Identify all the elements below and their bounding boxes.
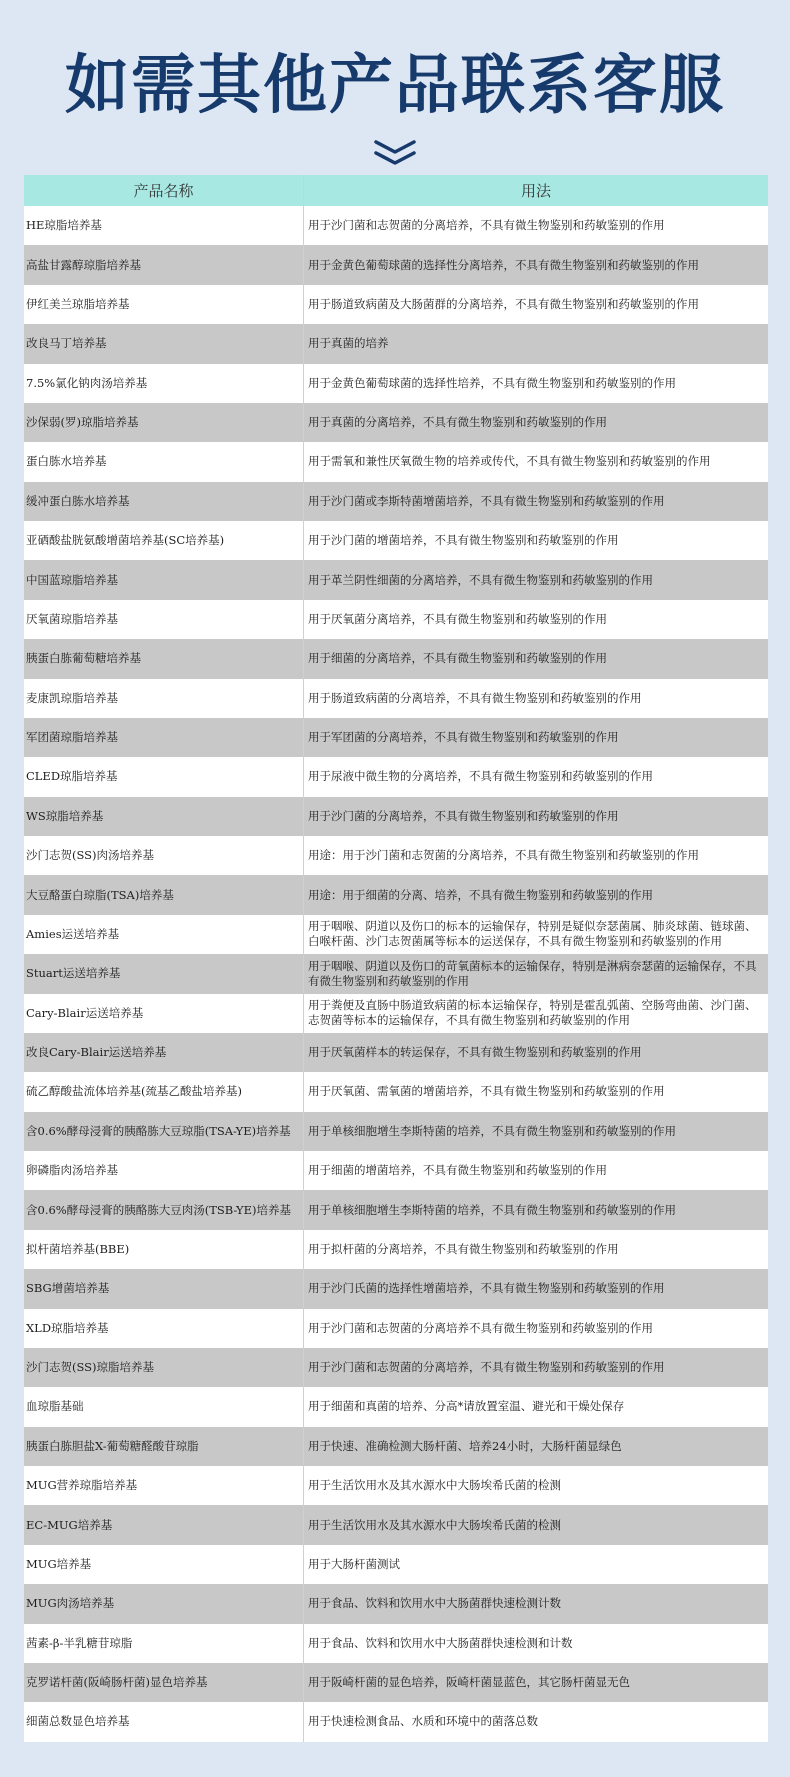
product-name-cell: 中国蓝琼脂培养基 bbox=[24, 560, 304, 599]
product-name-cell: HE琼脂培养基 bbox=[24, 206, 304, 245]
table-row bbox=[24, 679, 768, 718]
table-row bbox=[24, 1427, 768, 1466]
table-row bbox=[24, 1545, 768, 1584]
table-row bbox=[24, 1505, 768, 1544]
product-name-cell: 沙保弱(罗)琼脂培养基 bbox=[24, 403, 304, 442]
usage-cell: 用于革兰阴性细菌的分离培养，不具有微生物鉴别和药敏鉴别的作用 bbox=[308, 572, 653, 587]
usage-cell: 用于真菌的分离培养，不具有微生物鉴别和药敏鉴别的作用 bbox=[308, 415, 607, 430]
table-row bbox=[24, 1348, 768, 1387]
usage-cell: 用于肠道致病菌及大肠菌群的分离培养，不具有微生物鉴别和药敏鉴别的作用 bbox=[308, 296, 699, 311]
header-usage: 用法 bbox=[520, 182, 551, 200]
table-row bbox=[24, 1033, 768, 1072]
usage-cell: 用于沙门菌和志贺菌的分离培养，不具有微生物鉴别和药敏鉴别的作用 bbox=[308, 218, 665, 233]
table-row bbox=[24, 1624, 768, 1663]
usage-cell: 用于金黄色葡萄球菌的选择性培养，不具有微生物鉴别和药敏鉴别的作用 bbox=[308, 375, 676, 390]
product-name-cell: 沙门志贺(SS)肉汤培养基 bbox=[24, 836, 304, 875]
usage-cell: 用于生活饮用水及其水源水中大肠埃希氏菌的检测 bbox=[308, 1517, 561, 1532]
table-row bbox=[24, 206, 768, 245]
product-name-cell: EC-MUG培养基 bbox=[24, 1505, 304, 1544]
table-row bbox=[24, 757, 768, 796]
product-name-cell: 硫乙醇酸盐流体培养基(巯基乙酸盐培养基) bbox=[24, 1072, 304, 1111]
usage-cell: 用于单核细胞增生李斯特菌的培养，不具有微生物鉴别和药敏鉴别的作用 bbox=[308, 1202, 676, 1217]
product-name-cell: 厌氧菌琼脂培养基 bbox=[24, 600, 304, 639]
product-name-cell: Stuart运送培养基 bbox=[24, 954, 304, 993]
table-row bbox=[24, 1584, 768, 1623]
usage-cell: 用途：用于沙门菌和志贺菌的分离培养，不具有微生物鉴别和药敏鉴别的作用 bbox=[308, 848, 699, 863]
table-row bbox=[24, 1702, 768, 1741]
usage-cell: 用于沙门菌的分离培养，不具有微生物鉴别和药敏鉴别的作用 bbox=[308, 808, 619, 823]
usage-cell: 用于沙门菌和志贺菌的分离培养，不具有微生物鉴别和药敏鉴别的作用 bbox=[308, 1360, 665, 1375]
usage-cell: 用于细菌的分离培养，不具有微生物鉴别和药敏鉴别的作用 bbox=[308, 651, 607, 666]
table-row bbox=[24, 600, 768, 639]
usage-cell: 用于厌氧菌、需氧菌的增菌培养，不具有微生物鉴别和药敏鉴别的作用 bbox=[308, 1084, 665, 1099]
usage-cell: 用于真菌的培养 bbox=[308, 336, 389, 351]
usage-cell: 用于细菌的增菌培养，不具有微生物鉴别和药敏鉴别的作用 bbox=[308, 1163, 607, 1178]
table-row bbox=[24, 1072, 768, 1111]
product-name-cell: 胰蛋白胨葡萄糖培养基 bbox=[24, 639, 304, 678]
product-name-cell: 缓冲蛋白胨水培养基 bbox=[24, 482, 304, 521]
table-row bbox=[24, 639, 768, 678]
product-name-cell: 含0.6%酵母浸膏的胰酪胨大豆琼脂(TSA-YE)培养基 bbox=[24, 1112, 304, 1151]
page-title: 如需其他产品联系客服 bbox=[65, 49, 725, 123]
product-name-cell: 蛋白胨水培养基 bbox=[24, 442, 304, 481]
product-name-cell: 改良Cary-Blair运送培养基 bbox=[24, 1033, 304, 1072]
product-name-cell: 血琼脂基础 bbox=[24, 1387, 304, 1426]
product-name-cell: MUG营养琼脂培养基 bbox=[24, 1466, 304, 1505]
table-row bbox=[24, 797, 768, 836]
table-row bbox=[24, 285, 768, 324]
product-table bbox=[24, 175, 768, 1742]
usage-cell: 用于阪崎杆菌的显色培养，阪崎杆菌显蓝色，其它肠杆菌显无色 bbox=[308, 1675, 630, 1690]
product-name-cell: 高盐甘露醇琼脂培养基 bbox=[24, 245, 304, 284]
table-row bbox=[24, 1230, 768, 1269]
usage-cell: 用于肠道致病菌的分离培养，不具有微生物鉴别和药敏鉴别的作用 bbox=[308, 690, 642, 705]
usage-cell: 用于尿液中微生物的分离培养，不具有微生物鉴别和药敏鉴别的作用 bbox=[308, 769, 653, 784]
product-name-cell: 拟杆菌培养基(BBE) bbox=[24, 1230, 304, 1269]
table-row bbox=[24, 1112, 768, 1151]
product-name-cell: 含0.6%酵母浸膏的胰酪胨大豆肉汤(TSB-YE)培养基 bbox=[24, 1190, 304, 1229]
product-name-cell: WS琼脂培养基 bbox=[24, 797, 304, 836]
product-name-cell: 卵磷脂肉汤培养基 bbox=[24, 1151, 304, 1190]
usage-cell: 用于食品、饮料和饮用水中大肠菌群快速检测计数 bbox=[308, 1596, 561, 1611]
header-product-name: 产品名称 bbox=[24, 175, 304, 206]
usage-cell: 用于大肠杆菌测试 bbox=[308, 1556, 400, 1571]
table-row bbox=[24, 245, 768, 284]
table-row bbox=[24, 1466, 768, 1505]
table-row bbox=[24, 560, 768, 599]
table-row bbox=[24, 1309, 768, 1348]
usage-cell: 用于军团菌的分离培养，不具有微生物鉴别和药敏鉴别的作用 bbox=[308, 730, 619, 745]
table-row bbox=[24, 994, 768, 1033]
usage-cell: 用于沙门菌和志贺菌的分离培养不具有微生物鉴别和药敏鉴别的作用 bbox=[308, 1320, 653, 1335]
product-name-cell: 胰蛋白胨胆盐X-葡萄糖醛酸苷琼脂 bbox=[24, 1427, 304, 1466]
usage-cell: 用于沙门氏菌的选择性增菌培养，不具有微生物鉴别和药敏鉴别的作用 bbox=[308, 1281, 665, 1296]
product-name-cell: 改良马丁培养基 bbox=[24, 324, 304, 363]
product-name-cell: 茜素-β-半乳糖苷琼脂 bbox=[24, 1624, 304, 1663]
usage-cell: 用于咽喉、阴道以及伤口的标本的运输保存，特别是疑似奈瑟菌属、肺炎球菌、链球菌、白喉杆菌、沙门志贺菌属等标本的运送保存，不具有微生物鉴别和药敏鉴别的作用 bbox=[308, 919, 757, 949]
product-name-cell: 军团菌琼脂培养基 bbox=[24, 718, 304, 757]
usage-cell: 用于拟杆菌的分离培养，不具有微生物鉴别和药敏鉴别的作用 bbox=[308, 1241, 619, 1256]
table-row bbox=[24, 1190, 768, 1229]
usage-cell: 用于沙门菌的增菌培养，不具有微生物鉴别和药敏鉴别的作用 bbox=[308, 533, 619, 548]
table-row bbox=[24, 1151, 768, 1190]
product-name-cell: 伊红美兰琼脂培养基 bbox=[24, 285, 304, 324]
usage-cell: 用于单核细胞增生李斯特菌的培养，不具有微生物鉴别和药敏鉴别的作用 bbox=[308, 1123, 676, 1138]
usage-cell: 用于生活饮用水及其水源水中大肠埃希氏菌的检测 bbox=[308, 1478, 561, 1493]
product-name-cell: 亚硒酸盐胱氨酸增菌培养基(SC培养基) bbox=[24, 521, 304, 560]
product-name-cell: 克罗诺杆菌(阪崎肠杆菌)显色培养基 bbox=[24, 1663, 304, 1702]
usage-cell: 用于食品、饮料和饮用水中大肠菌群快速检测和计数 bbox=[308, 1635, 573, 1650]
table-row bbox=[24, 1387, 768, 1426]
table-row bbox=[24, 1663, 768, 1702]
usage-cell: 用于细菌和真菌的培养、分高*请放置室温、避光和干燥处保存 bbox=[308, 1399, 625, 1414]
product-name-cell: SBG增菌培养基 bbox=[24, 1269, 304, 1308]
double-chevron-down-icon bbox=[372, 138, 418, 170]
product-name-cell: MUG肉汤培养基 bbox=[24, 1584, 304, 1623]
table-row bbox=[24, 1269, 768, 1308]
product-name-cell: 7.5%氯化钠肉汤培养基 bbox=[24, 364, 304, 403]
table-row bbox=[24, 364, 768, 403]
usage-cell: 用于厌氧菌样本的转运保存，不具有微生物鉴别和药敏鉴别的作用 bbox=[308, 1045, 642, 1060]
usage-cell: 用于咽喉、阴道以及伤口的苛氧菌标本的运输保存，特别是淋病奈瑟菌的运输保存，不具有微生物鉴别和药敏鉴别的作用 bbox=[308, 958, 757, 988]
product-name-cell: XLD琼脂培养基 bbox=[24, 1309, 304, 1348]
usage-cell: 用于快速、准确检测大肠杆菌、培养24小时，大肠杆菌显绿色 bbox=[308, 1438, 622, 1453]
usage-cell: 用于金黄色葡萄球菌的选择性分离培养，不具有微生物鉴别和药敏鉴别的作用 bbox=[308, 257, 699, 272]
usage-cell: 用于需氧和兼性厌氧微生物的培养或传代，不具有微生物鉴别和药敏鉴别的作用 bbox=[308, 454, 711, 469]
table-row bbox=[24, 915, 768, 954]
product-name-cell: 细菌总数显色培养基 bbox=[24, 1702, 304, 1741]
product-name-cell: MUG培养基 bbox=[24, 1545, 304, 1584]
product-name-cell: CLED琼脂培养基 bbox=[24, 757, 304, 796]
table-row bbox=[24, 836, 768, 875]
product-name-cell: Amies运送培养基 bbox=[24, 915, 304, 954]
product-name-cell: 大豆酪蛋白琼脂(TSA)培养基 bbox=[24, 875, 304, 914]
product-name-cell: Cary-Blair运送培养基 bbox=[24, 994, 304, 1033]
product-name-cell: 沙门志贺(SS)琼脂培养基 bbox=[24, 1348, 304, 1387]
table-row bbox=[24, 403, 768, 442]
table-row bbox=[24, 324, 768, 363]
usage-cell: 用途：用于细菌的分离、培养，不具有微生物鉴别和药敏鉴别的作用 bbox=[308, 887, 653, 902]
table-body bbox=[24, 206, 768, 1742]
usage-cell: 用于快速检测食品、水质和环境中的菌落总数 bbox=[308, 1714, 538, 1729]
table-row bbox=[24, 521, 768, 560]
usage-cell: 用于沙门菌或李斯特菌增菌培养，不具有微生物鉴别和药敏鉴别的作用 bbox=[308, 493, 665, 508]
usage-cell: 用于粪便及直肠中肠道致病菌的标本运输保存，特别是霍乱弧菌、空肠弯曲菌、沙门菌、志贺菌等标本的运输保存，不具有微生物鉴别和药敏鉴别的作用 bbox=[308, 998, 757, 1028]
table-header bbox=[24, 175, 768, 206]
table-row bbox=[24, 718, 768, 757]
table-row bbox=[24, 482, 768, 521]
table-row bbox=[24, 954, 768, 993]
table-row bbox=[24, 442, 768, 481]
usage-cell: 用于厌氧菌分离培养，不具有微生物鉴别和药敏鉴别的作用 bbox=[308, 611, 607, 626]
table-row bbox=[24, 875, 768, 914]
product-name-cell: 麦康凯琼脂培养基 bbox=[24, 679, 304, 718]
